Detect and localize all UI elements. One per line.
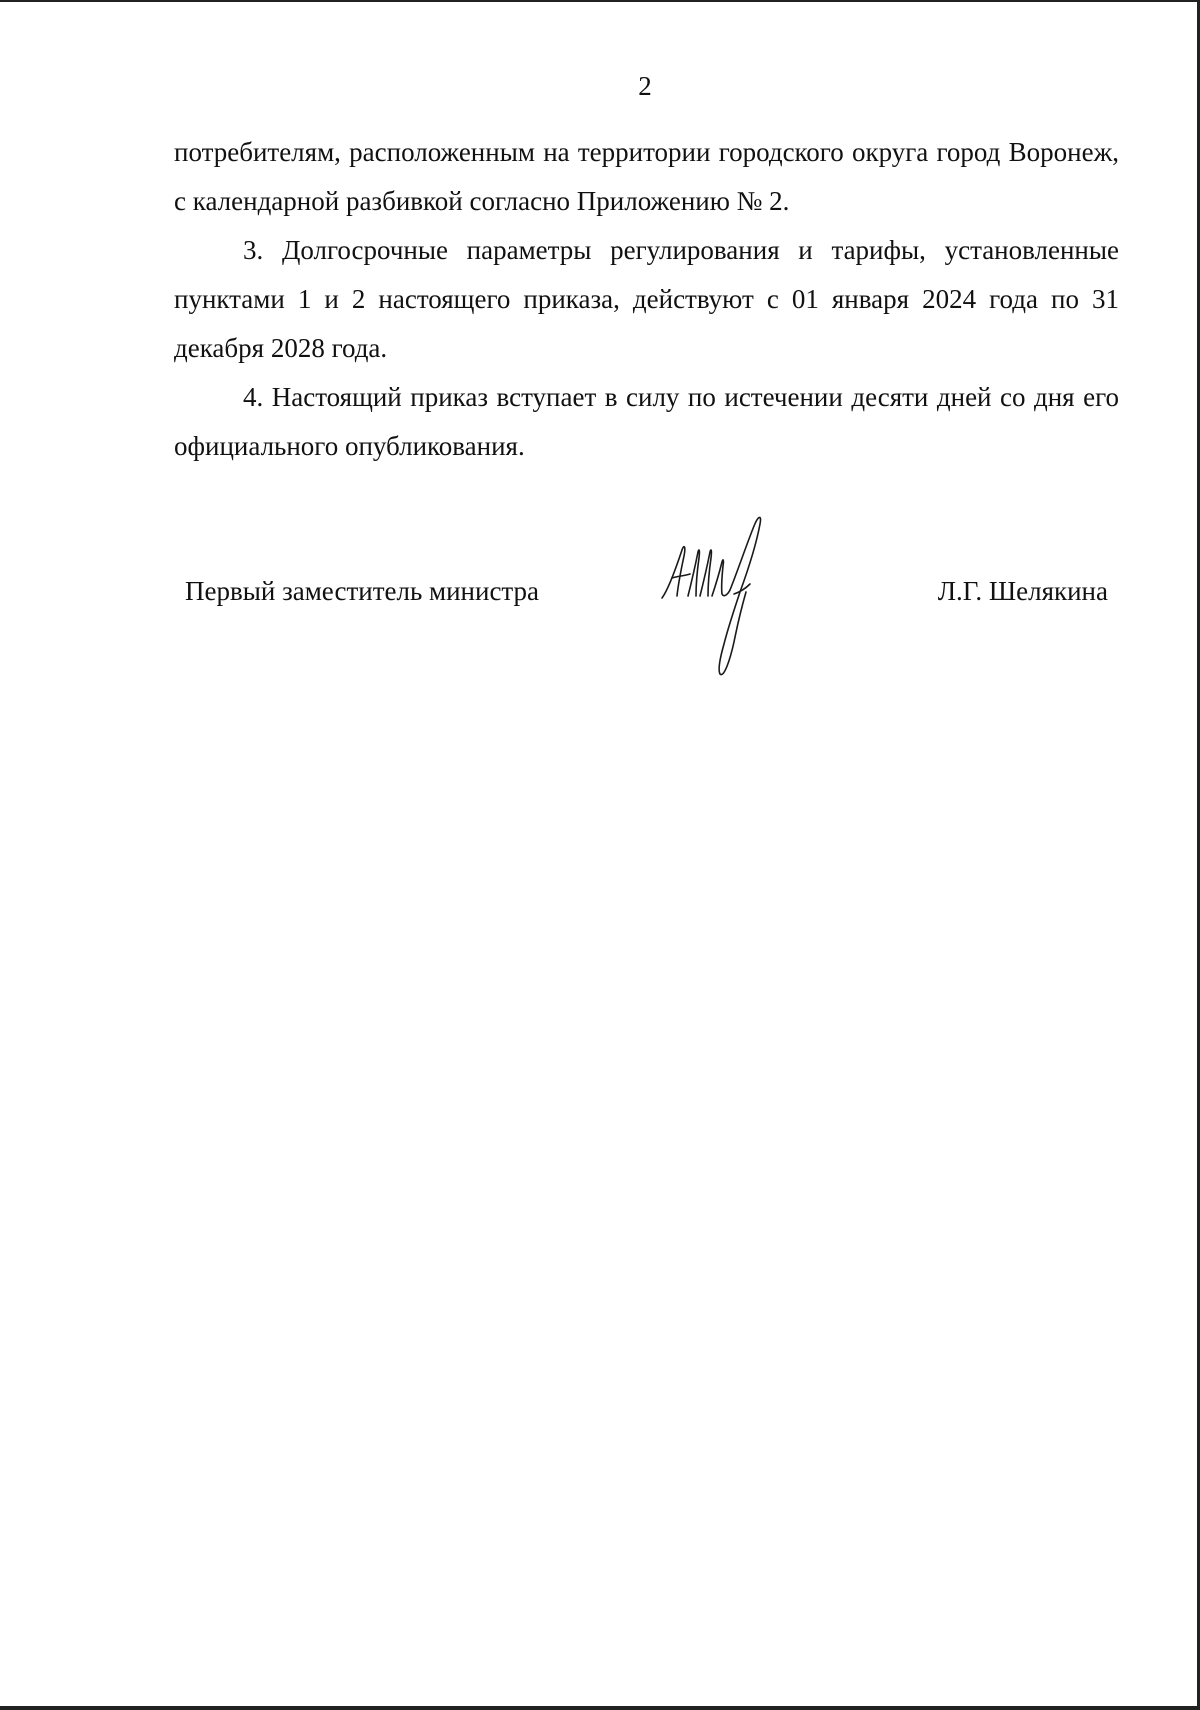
scan-border-top (0, 0, 1200, 2)
signatory-role: Первый заместитель министра (185, 576, 540, 606)
document-body (174, 128, 1119, 471)
handwritten-signature (650, 510, 800, 690)
page-number: 2 (638, 71, 652, 101)
signature-block (0, 510, 1200, 690)
paragraph-continuation: потребителям, расположенным на территории городского округа город Воронеж, с календарной разбивкой согласно Приложению № 2. (174, 137, 1119, 216)
paragraph-item-4: 4. Настоящий приказ вступает в силу по истечении десяти дней со дня его официального опубликования. (174, 382, 1119, 461)
scan-border-bottom (0, 1706, 1200, 1710)
signatory-name: Л.Г. Шелякина (937, 576, 1108, 606)
paragraph-item-3: 3. Долгосрочные параметры регулирования и тарифы, установленные пунктами 1 и 2 настоящего приказа, действуют с 01 января 2024 года по 31 декабря 2028 года. (174, 235, 1119, 363)
